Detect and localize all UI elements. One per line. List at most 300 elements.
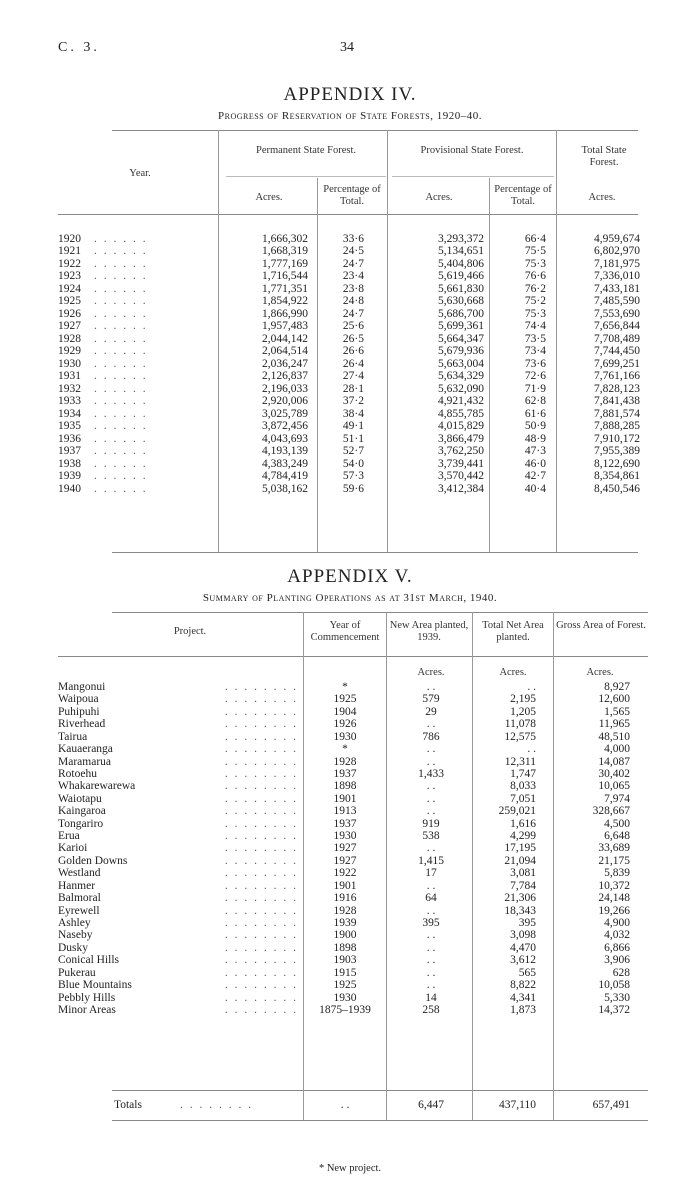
year-cell: 1925 — [333, 979, 357, 992]
totals-year: . . — [340, 1099, 350, 1111]
table-row — [0, 706, 700, 718]
total-cell: 7,888,285 — [594, 420, 640, 433]
net-area-cell: 8,033 — [510, 780, 536, 793]
table-row — [0, 830, 700, 842]
leader-dots: . . . . . . . . — [224, 842, 298, 855]
prov-acres-cell: 3,739,441 — [438, 457, 484, 470]
leader-dots: . . . . . . . . — [224, 792, 298, 805]
prov-pct-cell: 66·4 — [524, 233, 546, 245]
year-cell: 1913 — [333, 805, 357, 818]
footnote: * New project. — [318, 1163, 382, 1174]
project-name: Rotoehu — [58, 768, 100, 780]
year-cell: 1926 — [333, 718, 357, 731]
col-header-new-area: New Area planted, 1939. — [389, 620, 469, 643]
table-row — [0, 880, 700, 892]
total-cell: 7,744,450 — [594, 345, 640, 358]
project-name: Puhipuhi — [58, 706, 103, 718]
perm-acres-cell: 2,064,514 — [262, 345, 308, 358]
table-row — [0, 383, 700, 395]
leader-dots: . . . . . . — [94, 257, 148, 270]
leader-dots: . . . . . . . . — [224, 991, 298, 1004]
net-area-cell: 12,311 — [504, 755, 536, 768]
prov-pct-cell: 46·0 — [524, 457, 546, 470]
leader-dots: . . . . . . . . — [224, 730, 298, 743]
leader-dots: . . . . . . . . — [224, 979, 298, 992]
new-area-cell: . . — [426, 842, 436, 855]
new-area-cell: 29 — [425, 705, 437, 718]
table-row — [0, 718, 700, 730]
net-area-cell: . . — [527, 743, 536, 756]
year-cell: 1928 — [333, 755, 357, 768]
perm-pct-cell: 24·7 — [342, 257, 364, 270]
gross-area-cell: 5,330 — [604, 991, 630, 1004]
perm-acres-cell: 1,666,302 — [262, 233, 308, 245]
leader-dots: . . . . . . . . — [224, 830, 298, 843]
leader-dots: . . . . . . — [94, 233, 148, 245]
new-area-cell: 258 — [422, 1003, 440, 1016]
perm-pct-cell: 23·4 — [342, 270, 364, 283]
project-name: Riverhead — [58, 718, 108, 730]
prov-pct-cell: 71·9 — [524, 382, 546, 395]
year-cell: 1901 — [333, 879, 357, 892]
table-row — [0, 992, 700, 1004]
perm-acres-cell: 1,957,483 — [262, 320, 308, 333]
project-name: Tairua — [58, 731, 90, 743]
table-row — [0, 954, 700, 966]
prov-pct-cell: 42·7 — [524, 470, 546, 483]
perm-acres-cell: 1,866,990 — [262, 307, 308, 320]
appendix-v-subtitle: Summary of Planting Operations as at 31st March, 1940. — [202, 592, 498, 604]
leader-dots: . . . . . . — [94, 357, 148, 370]
col-header-total: Total State Forest. — [581, 145, 627, 168]
project-name: Maramarua — [58, 756, 114, 768]
year-cell: 1901 — [333, 792, 357, 805]
leader-dots: . . . . . . . . — [224, 805, 298, 818]
leader-dots: . . . . . . . . — [224, 705, 298, 718]
project-name: Balmoral — [58, 892, 104, 904]
prov-acres-cell: 5,686,700 — [438, 307, 484, 320]
project-name: Kauaeranga — [58, 743, 116, 755]
perm-acres-cell: 4,043,693 — [262, 432, 308, 445]
net-area-cell: 8,822 — [510, 979, 536, 992]
table-row — [0, 917, 700, 929]
leader-dots: . . . . . . — [94, 407, 148, 420]
row-year: 1922 — [58, 257, 81, 270]
row-year: 1938 — [58, 457, 81, 470]
perm-acres-cell: 1,716,544 — [262, 270, 308, 283]
perm-acres-cell: 2,036,247 — [262, 357, 308, 370]
total-cell: 7,656,844 — [594, 320, 640, 333]
table-row — [0, 756, 700, 768]
prov-pct-cell: 61·6 — [524, 407, 546, 420]
gross-area-cell: 7,974 — [604, 792, 630, 805]
leader-dots: . . . . . . . . — [224, 879, 298, 892]
leader-dots: . . . . . . — [94, 432, 148, 445]
table-row — [0, 370, 700, 382]
table-row — [0, 295, 700, 307]
leader-dots: . . . . . . . . — [224, 867, 298, 880]
totals-gross: 657,491 — [592, 1099, 630, 1111]
net-area-cell: 7,051 — [510, 792, 536, 805]
leader-dots: . . . . . . — [94, 395, 148, 408]
total-cell: 7,881,574 — [594, 407, 640, 420]
leader-dots: . . . . . . — [94, 270, 148, 283]
year-cell: * — [342, 743, 348, 756]
col-header-gross-area: Gross Area of Forest. — [556, 620, 646, 631]
unit-new-area: Acres. — [417, 667, 445, 678]
year-cell: 1898 — [333, 780, 357, 793]
project-name: Naseby — [58, 929, 96, 941]
gross-area-cell: 328,667 — [592, 805, 630, 818]
gross-area-cell: 12,600 — [598, 693, 630, 706]
col-header-prov-acres: Acres. — [425, 192, 453, 203]
project-name: Kaingaroa — [58, 805, 109, 817]
net-area-cell: 18,343 — [504, 904, 536, 917]
prov-acres-cell: 5,630,668 — [438, 295, 484, 308]
row-year: 1928 — [58, 332, 81, 345]
gross-area-cell: 5,839 — [604, 867, 630, 880]
perm-acres-cell: 5,038,162 — [262, 482, 308, 495]
col-header-year-commenced: Year of Commencement — [310, 620, 380, 643]
leader-dots: . . . . . . . . — [224, 929, 298, 942]
prov-acres-cell: 5,619,466 — [438, 270, 484, 283]
prov-pct-cell: 76·2 — [524, 282, 546, 295]
new-area-cell: . . — [426, 904, 436, 917]
new-area-cell: . . — [426, 941, 436, 954]
row-year: 1927 — [58, 320, 81, 333]
project-name: Minor Areas — [58, 1004, 119, 1016]
gross-area-cell: 33,689 — [598, 842, 630, 855]
perm-pct-cell: 23·8 — [342, 282, 364, 295]
col-header-provisional: Provisional State Forest. — [420, 145, 524, 156]
prov-acres-cell: 3,570,442 — [438, 470, 484, 483]
row-year: 1939 — [58, 470, 81, 483]
prov-acres-cell: 3,412,384 — [438, 482, 484, 495]
table-row — [0, 731, 700, 743]
gross-area-cell: 8,927 — [604, 681, 630, 693]
totals-new: 6,447 — [418, 1099, 444, 1111]
perm-acres-cell: 3,872,456 — [262, 420, 308, 433]
gross-area-cell: 48,510 — [598, 730, 630, 743]
perm-acres-cell: 1,777,169 — [262, 257, 308, 270]
year-cell: 1937 — [333, 817, 357, 830]
leader-dots: . . . . . . . . — [224, 1003, 298, 1016]
perm-acres-cell: 4,383,249 — [262, 457, 308, 470]
prov-pct-cell: 74·4 — [524, 320, 546, 333]
new-area-cell: . . — [426, 805, 436, 818]
leader-dots: . . . . . . . . — [224, 954, 298, 967]
perm-pct-cell: 27·4 — [342, 370, 364, 383]
gross-area-cell: 3,906 — [604, 954, 630, 967]
row-year: 1921 — [58, 245, 81, 258]
prov-acres-cell: 5,679,936 — [438, 345, 484, 358]
table-row — [0, 270, 700, 282]
prov-pct-cell: 50·9 — [524, 420, 546, 433]
perm-acres-cell: 2,196,033 — [262, 382, 308, 395]
new-area-cell: . . — [426, 929, 436, 942]
total-cell: 7,433,181 — [594, 282, 640, 295]
row-year: 1940 — [58, 482, 81, 495]
year-cell: 1930 — [333, 730, 357, 743]
prov-acres-cell: 5,404,806 — [438, 257, 484, 270]
row-year: 1920 — [58, 233, 81, 245]
prov-acres-cell: 3,762,250 — [438, 445, 484, 458]
prov-acres-cell: 5,663,004 — [438, 357, 484, 370]
col-header-prov-pct: Percentage of Total. — [494, 184, 552, 207]
project-name: Tongariro — [58, 818, 106, 830]
prov-acres-cell: 5,664,347 — [438, 332, 484, 345]
gross-area-cell: 14,087 — [598, 755, 630, 768]
new-area-cell: . . — [426, 792, 436, 805]
leader-dots: . . . . . . . . — [224, 718, 298, 731]
table-row — [0, 768, 700, 780]
prov-pct-cell: 75·3 — [524, 307, 546, 320]
perm-pct-cell: 25·6 — [342, 320, 364, 333]
total-cell: 7,955,389 — [594, 445, 640, 458]
perm-pct-cell: 24·5 — [342, 245, 364, 258]
leader-dots: . . . . . . — [94, 332, 148, 345]
total-cell: 7,485,590 — [594, 295, 640, 308]
row-year: 1923 — [58, 270, 81, 283]
new-area-cell: . . — [426, 954, 436, 967]
table-row — [0, 892, 700, 904]
project-name: Ashley — [58, 917, 94, 929]
table-row — [0, 805, 700, 817]
project-name: Dusky — [58, 942, 91, 954]
new-area-cell: 395 — [422, 916, 440, 929]
table-rule — [112, 552, 638, 553]
table-row — [0, 320, 700, 332]
table-row — [0, 433, 700, 445]
table-row — [0, 358, 700, 370]
perm-pct-cell: 51·1 — [342, 432, 364, 445]
totals-row — [0, 1099, 700, 1111]
project-name: Golden Downs — [58, 855, 130, 867]
prov-acres-cell: 5,634,329 — [438, 370, 484, 383]
table-row — [0, 867, 700, 879]
perm-pct-cell: 52·7 — [342, 445, 364, 458]
net-area-cell: 21,306 — [504, 892, 536, 905]
table-row — [0, 470, 700, 482]
project-name: Waipoua — [58, 693, 102, 705]
row-year: 1932 — [58, 382, 81, 395]
perm-pct-cell: 26·5 — [342, 332, 364, 345]
year-cell: * — [342, 681, 348, 693]
row-year: 1926 — [58, 307, 81, 320]
new-area-cell: 14 — [425, 991, 437, 1004]
gross-area-cell: 14,372 — [598, 1003, 630, 1016]
gross-area-cell: 10,372 — [598, 879, 630, 892]
gross-area-cell: 4,500 — [604, 817, 630, 830]
gross-area-cell: 628 — [612, 966, 630, 979]
table-row — [0, 420, 700, 432]
prov-pct-cell: 75·3 — [524, 257, 546, 270]
appendix-iv-subtitle: Progress of Reservation of State Forests, 1920–40. — [217, 110, 482, 122]
perm-acres-cell: 3,025,789 — [262, 407, 308, 420]
year-cell: 1939 — [333, 916, 357, 929]
table-row — [0, 743, 700, 755]
net-area-cell: 2,195 — [510, 693, 536, 706]
prov-pct-cell: 75·2 — [524, 295, 546, 308]
gross-area-cell: 6,648 — [604, 830, 630, 843]
prov-acres-cell: 5,661,830 — [438, 282, 484, 295]
row-year: 1933 — [58, 395, 81, 408]
leader-dots: . . . . . . . . — [224, 767, 298, 780]
year-cell: 1875–1939 — [319, 1003, 371, 1016]
net-area-cell: . . — [527, 681, 536, 693]
table-row — [0, 855, 700, 867]
row-year: 1924 — [58, 282, 81, 295]
prov-acres-cell: 5,699,361 — [438, 320, 484, 333]
leader-dots: . . . . . . . . — [224, 854, 298, 867]
prov-pct-cell: 40·4 — [524, 482, 546, 495]
table-row — [0, 967, 700, 979]
table-row — [0, 458, 700, 470]
new-area-cell: 1,415 — [418, 854, 444, 867]
leader-dots: . . . . . . . . — [224, 755, 298, 768]
leader-dots: . . . . . . — [94, 470, 148, 483]
row-year: 1937 — [58, 445, 81, 458]
row-year: 1934 — [58, 407, 81, 420]
total-cell: 7,699,251 — [594, 357, 640, 370]
perm-acres-cell: 4,784,419 — [262, 470, 308, 483]
year-cell: 1903 — [333, 954, 357, 967]
row-year: 1929 — [58, 345, 81, 358]
table-row — [0, 483, 700, 495]
col-header-perm-acres: Acres. — [255, 192, 283, 203]
new-area-cell: 1,433 — [418, 767, 444, 780]
leader-dots: . . . . . . . . — [224, 904, 298, 917]
net-area-cell: 259,021 — [498, 805, 536, 818]
gross-area-cell: 6,866 — [604, 941, 630, 954]
col-header-total-acres: Acres. — [588, 192, 616, 203]
leader-dots: . . . . . . — [94, 307, 148, 320]
project-name: Karioi — [58, 842, 90, 854]
perm-acres-cell: 1,854,922 — [262, 295, 308, 308]
row-year: 1925 — [58, 295, 81, 308]
total-cell: 7,828,123 — [594, 382, 640, 395]
new-area-cell: . . — [426, 966, 436, 979]
prov-pct-cell: 75·5 — [524, 245, 546, 258]
leader-dots: . . . . . . . . — [180, 1099, 254, 1111]
table-row — [0, 681, 700, 693]
totals-net: 437,110 — [499, 1099, 536, 1111]
table-rule — [226, 176, 386, 177]
table-row — [0, 793, 700, 805]
leader-dots: . . . . . . . . — [224, 693, 298, 706]
leader-dots: . . . . . . . . — [224, 817, 298, 830]
project-name: Westland — [58, 867, 104, 879]
total-cell: 8,450,546 — [594, 482, 640, 495]
page-number: 34 — [340, 40, 354, 55]
perm-pct-cell: 59·6 — [342, 482, 364, 495]
leader-dots: . . . . . . . . — [224, 743, 298, 756]
row-year: 1930 — [58, 357, 81, 370]
table-row — [0, 842, 700, 854]
col-header-net-area: Total Net Area planted. — [482, 620, 544, 643]
net-area-cell: 17,195 — [504, 842, 536, 855]
table-row — [0, 345, 700, 357]
col-header-perm-pct: Percentage of Total. — [323, 184, 381, 207]
new-area-cell: . . — [426, 718, 436, 731]
new-area-cell: . . — [426, 780, 436, 793]
gross-area-cell: 19,266 — [598, 904, 630, 917]
table-row — [0, 245, 700, 257]
net-area-cell: 4,470 — [510, 941, 536, 954]
col-header-project: Project. — [173, 626, 207, 637]
project-name: Erua — [58, 830, 83, 842]
net-area-cell: 1,616 — [510, 817, 536, 830]
perm-pct-cell: 26·6 — [342, 345, 364, 358]
perm-acres-cell: 2,126,837 — [262, 370, 308, 383]
year-cell: 1930 — [333, 830, 357, 843]
project-name: Blue Mountains — [58, 979, 135, 991]
year-cell: 1915 — [333, 966, 357, 979]
table-row — [0, 283, 700, 295]
new-area-cell: 919 — [422, 817, 440, 830]
leader-dots: . . . . . . — [94, 457, 148, 470]
total-cell: 7,553,690 — [594, 307, 640, 320]
unit-net-area: Acres. — [499, 667, 527, 678]
total-cell: 8,354,861 — [594, 470, 640, 483]
gross-area-cell: 30,402 — [598, 767, 630, 780]
gross-area-cell: 10,058 — [598, 979, 630, 992]
year-cell: 1904 — [333, 705, 357, 718]
prov-acres-cell: 4,015,829 — [438, 420, 484, 433]
new-area-cell: 538 — [422, 830, 440, 843]
net-area-cell: 11,078 — [504, 718, 536, 731]
prov-pct-cell: 72·6 — [524, 370, 546, 383]
table-row — [0, 1004, 700, 1016]
gross-area-cell: 24,148 — [598, 892, 630, 905]
table-row — [0, 308, 700, 320]
perm-pct-cell: 26·4 — [342, 357, 364, 370]
total-cell: 7,181,975 — [594, 257, 640, 270]
appendix-v-title: APPENDIX V. — [287, 566, 413, 587]
table-rule — [392, 176, 554, 177]
leader-dots: . . . . . . — [94, 282, 148, 295]
year-cell: 1927 — [333, 842, 357, 855]
new-area-cell: 786 — [422, 730, 440, 743]
perm-acres-cell: 1,668,319 — [262, 245, 308, 258]
gross-area-cell: 11,965 — [598, 718, 630, 731]
prov-pct-cell: 73·4 — [524, 345, 546, 358]
total-cell: 4,959,674 — [594, 233, 640, 245]
project-name: Waiotapu — [58, 793, 105, 805]
row-year: 1936 — [58, 432, 81, 445]
perm-pct-cell: 28·1 — [342, 382, 364, 395]
row-year: 1935 — [58, 420, 81, 433]
prov-pct-cell: 73·6 — [524, 357, 546, 370]
new-area-cell: . . — [426, 743, 436, 756]
table-row — [0, 693, 700, 705]
year-cell: 1922 — [333, 867, 357, 880]
leader-dots: . . . . . . — [94, 345, 148, 358]
table-row — [0, 929, 700, 941]
table-row — [0, 233, 700, 245]
prov-pct-cell: 62·8 — [524, 395, 546, 408]
perm-pct-cell: 24·8 — [342, 295, 364, 308]
table-rule — [58, 656, 648, 657]
net-area-cell: 3,081 — [510, 867, 536, 880]
net-area-cell: 3,612 — [510, 954, 536, 967]
total-cell: 8,122,690 — [594, 457, 640, 470]
net-area-cell: 3,098 — [510, 929, 536, 942]
perm-pct-cell: 54·0 — [342, 457, 364, 470]
total-cell: 7,910,172 — [594, 432, 640, 445]
project-name: Hanmer — [58, 880, 98, 892]
project-name: Whakarewarewa — [58, 780, 138, 792]
